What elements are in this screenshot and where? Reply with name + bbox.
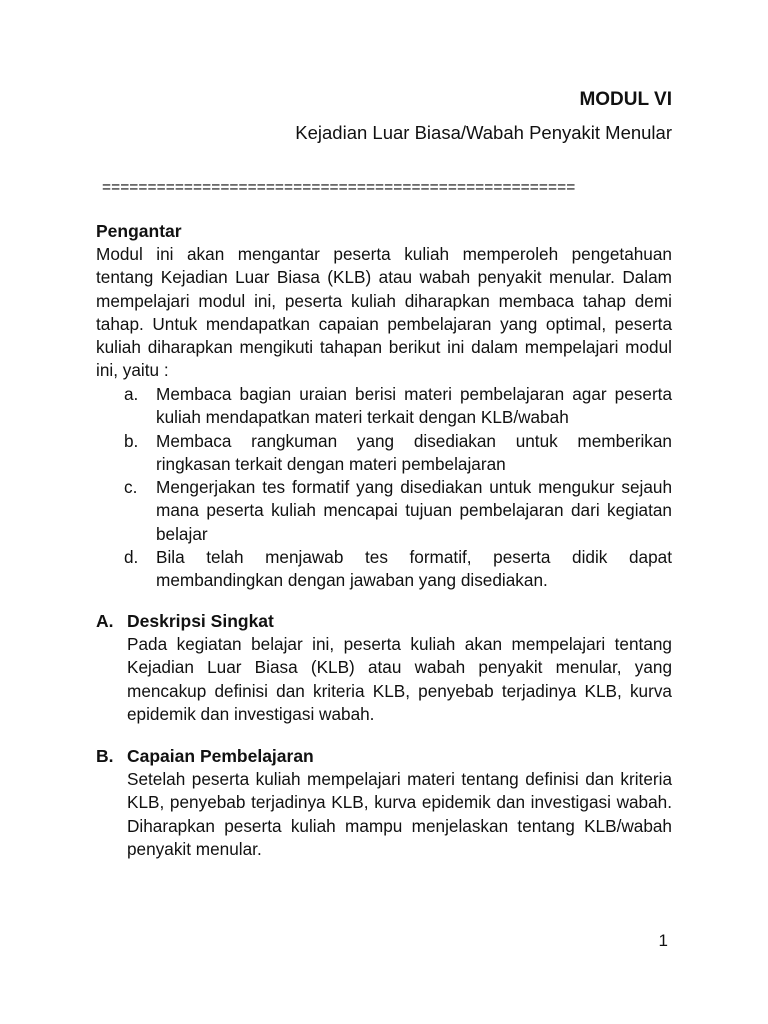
list-item-text: Mengerjakan tes formatif yang disediakan untuk mengukur sejauh mana peserta kuliah mencapai tujuan pembelajaran dari kegiatan belajar: [156, 477, 672, 544]
list-item: [124, 476, 672, 546]
list-item-text: Membaca rangkuman yang disediakan untuk memberikan ringkasan terkait dengan materi pembelajaran: [156, 430, 672, 474]
list-item-text: Bila telah menjawab tes formatif, peserta didik dapat membandingkan dengan jawaban yang disediakan.: [156, 547, 672, 591]
section-b-heading: [96, 745, 672, 768]
pengantar-body: Modul ini akan mengantar peserta kuliah memperoleh pengetahuan tentang Kejadian Luar Biasa (KLB) atau wabah penyakit menular. Dalam mempelajari modul ini, peserta kuliah diharapkan membaca tahap demi tahap. Untuk mendapatkan capaian pembelajaran yang optimal, peserta kuliah diharapkan mengikuti tahapan berikut ini dalam mempelajari modul ini, yaitu :: [96, 244, 672, 381]
list-marker: d.: [124, 547, 139, 568]
list-item: [124, 546, 672, 593]
pengantar-steps: [124, 383, 672, 593]
list-marker: c.: [124, 477, 138, 498]
section-a-label: A.: [96, 611, 114, 631]
pengantar-heading: Pengantar: [96, 221, 182, 241]
list-marker: a.: [124, 384, 139, 404]
separator-line: ====================================================: [102, 179, 576, 196]
section-a-heading: [96, 610, 672, 633]
list-marker: b.: [124, 430, 139, 451]
module-number: MODUL VI: [579, 89, 672, 110]
module-title: Kejadian Luar Biasa/Wabah Penyakit Menular: [295, 122, 672, 143]
list-item-text: Membaca bagian uraian berisi materi pembelajaran agar peserta kuliah mendapatkan materi terkait dengan KLB/wabah: [156, 384, 672, 428]
section-b-title: Capaian Pembelajaran: [127, 746, 314, 766]
section-b-label: B.: [96, 746, 114, 766]
page-number: 1: [658, 931, 668, 950]
list-item: [124, 383, 672, 430]
section-a-title: Deskripsi Singkat: [127, 611, 274, 631]
section-a-body: Pada kegiatan belajar ini, peserta kuliah akan mempelajari tentang Kejadian Luar Biasa (KLB) atau wabah penyakit menular, yang mencakup definisi dan kriteria KLB, penyebab terjadinya KLB, kurva epidemik dan investigasi wabah.: [127, 634, 672, 724]
list-item: [124, 430, 672, 477]
section-b-body: Setelah peserta kuliah mempelajari materi tentang definisi dan kriteria KLB, penyebab terjadinya KLB, kurva epidemik dan investigasi wabah. Diharapkan peserta kuliah mampu menjelaskan tentang KLB/wabah penyakit menular.: [127, 769, 672, 859]
